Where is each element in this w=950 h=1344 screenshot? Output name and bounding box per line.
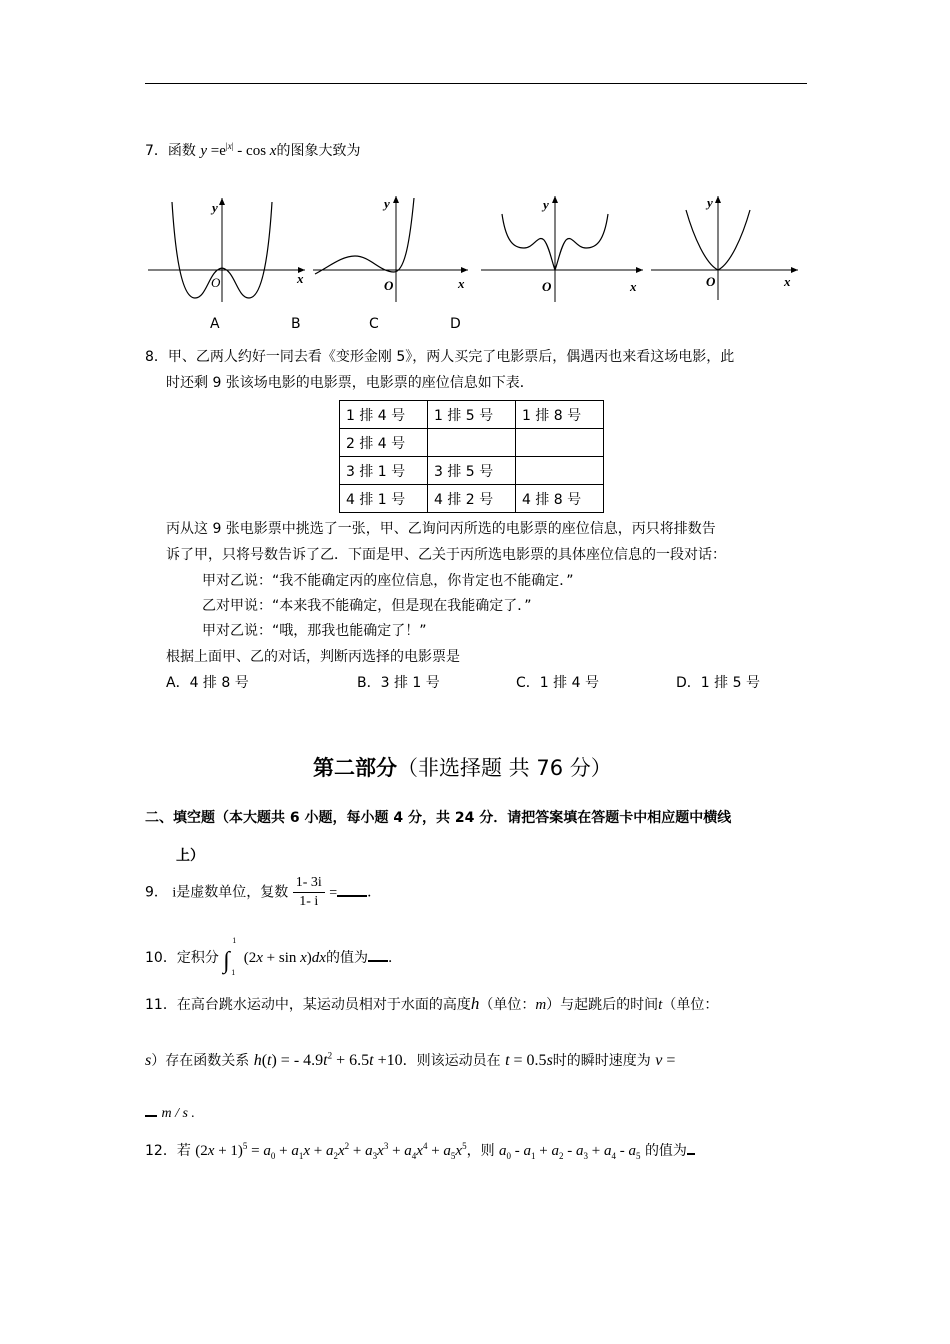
q11-text-b: （单位： [479,997,536,1013]
q12-mid: ，则 [466,1143,495,1159]
q9-equals: = [329,885,338,901]
q10 [145,936,402,977]
q10-answer-blank [368,948,388,962]
q10-end: ． [387,950,402,966]
table-cell: 4 排 1 号 [340,485,428,513]
table-cell: 3 排 5 号 [428,457,516,485]
q8-line1: 8．甲、乙两人约好一同去看《变形金刚 5》，两人买完了电影票后，偶遇丙也来看这场电影，此 [145,349,735,365]
table-cell: 1 排 8 号 [516,401,604,429]
q8-dialog2: 乙对甲说：“本来我不能确定，但是现在我能确定了．” [202,598,532,614]
q8-choice-b: B．3 排 1 号 [357,675,440,691]
q11-h: h [470,994,480,1013]
q8-dialog1: 甲对乙说：“我不能确定丙的座位信息，你肯定也不能确定．” [202,573,574,589]
table-cell: 4 排 8 号 [516,485,604,513]
graph-b-x-label: x [458,276,465,291]
q11-line3 [145,1103,195,1122]
q8-line3: 丙从这 9 张电影票中挑选了一张，甲、乙询问丙所选的电影票的座位信息，丙只将排数告 [166,521,716,537]
q7-option-d: D [450,316,461,332]
q9-denominator: 1- i [299,894,319,909]
table-cell: 2 排 4 号 [340,429,428,457]
table-row [340,401,604,429]
q12-prefix: 12．若 [145,1143,191,1159]
section-heading-line1: 二、填空题（本大题共 6 小题，每小题 4 分，共 24 分．请把答案填在答题卡中相应题中横线 [145,810,732,826]
seat-table [339,400,604,513]
q12 [145,1140,695,1160]
q8-line4: 诉了甲，只将号数告诉了乙．下面是甲、乙关于丙所选电影票的具体座位信息的一段对话： [166,547,726,563]
q11-answer-blank [145,1103,157,1117]
graph-c-origin: O [542,279,552,294]
q9-text: 是虚数单位，复数 [176,884,289,901]
q11-text-a: 11．在高台跳水运动中，某运动员相对于水面的高度 [145,997,471,1013]
table-cell: 3 排 1 号 [340,457,428,485]
q7-option-c: C [369,316,379,332]
table-cell: 4 排 2 号 [428,485,516,513]
q10-integrand: (2x + sin x)dx [243,950,326,966]
q10-prefix: 10．定积分 [145,950,219,966]
q12-answer-blank [687,1141,695,1155]
q8-choice-d: D．1 排 5 号 [676,675,760,691]
graph-a-x-label: x [297,271,304,286]
q9-numerator: 1- 3i [293,874,325,893]
q12-end: 的值为 [644,1143,687,1159]
q11-time: t = 0.5s [505,1052,553,1069]
q7-formula: $y =e^{|x|} - \cos x$ [200,141,277,159]
graph-d-x-label: x [784,274,791,289]
integral-lower: 1 [231,968,236,977]
q11-s: s [145,1052,152,1069]
q7-number: 7． [145,143,168,159]
q9-fraction [293,874,325,911]
q9-i-symbol: i [172,885,177,901]
q8-question: 根据上面甲、乙的对话，判断丙选择的电影票是 [166,649,460,665]
q11-text-f: ．则该运动员在 [402,1053,501,1069]
graph-a-origin: O [211,275,221,290]
graph-d-y-label: y [707,195,713,210]
graph-a [145,190,310,305]
graph-d-origin: O [706,274,716,289]
header-rule [145,83,807,84]
q8-dialog3: 甲对乙说：“哦，那我也能确定了！” [202,623,427,639]
q11-text-e: ）存在函数关系 [151,1053,250,1069]
table-cell [516,457,604,485]
q11-m: m [535,997,547,1013]
graph-c-y-label: y [543,197,549,212]
integral-sign: ∫ 1 1 [223,936,237,977]
table-cell [428,429,516,457]
table-cell: 1 排 4 号 [340,401,428,429]
table-row [340,457,604,485]
q9-number: 9． [145,884,168,901]
graph-c [478,190,648,305]
q7-option-b: B [291,316,301,332]
graph-b-origin: O [384,278,394,293]
q11-text-d: （单位： [662,997,719,1013]
graph-c-x-label: x [630,279,637,294]
q8-choice-a: A．4 排 8 号 [166,675,249,691]
graph-d [648,190,803,305]
q7-prefix: 函数 [167,143,196,159]
q12-alternating-sum: $a_0 - a_1 + a_2 - a_3 + a_4 - a_5$ [499,1143,641,1161]
q9-end: ． [367,884,382,901]
q8-choice-c: C．1 排 4 号 [516,675,599,691]
graph-b [310,190,475,305]
part2-title [313,752,612,782]
q10-text: 的值为 [325,950,368,966]
q11-unit: m / s . [161,1106,195,1121]
part2-title-bold: 第二部分 [313,756,397,780]
section-heading-line2: 上） [176,848,204,864]
q11-line2 [145,1050,675,1070]
q11-text-g: 时的瞬时速度为 [552,1053,651,1069]
table-cell [516,429,604,457]
q8-line2: 时还剩 9 张该场电影的电影票，电影票的座位信息如下表． [166,375,534,391]
q11-text-c: ）与起跳后的时间 [546,997,659,1013]
q7-option-a: A [210,316,220,332]
table-row [340,485,604,513]
graph-b-y-label: y [384,196,390,211]
q11-v: v = [655,1052,676,1069]
table-row [340,429,604,457]
table-cell: 1 排 5 号 [428,401,516,429]
q12-expansion: $(2x + 1)^5 = a_0 + a_1x + a_2x^2 + a_3x^3 + a_4x^4 + a_5x^5$ [195,1141,467,1161]
q11-t: t [658,997,663,1013]
integral-upper: 1 [232,936,237,945]
q11-line1 [145,994,718,1014]
q7-suffix: 的图象大致为 [276,143,361,159]
graph-a-y-label: y [212,200,218,215]
q7-stem [145,140,360,160]
q11-function: h(t) = - $4.9t^2 + 6.5t +10$ [253,1050,403,1069]
q9 [145,874,381,911]
q9-answer-blank [337,883,367,897]
part2-title-rest: （非选择题 共 76 分） [397,756,612,780]
